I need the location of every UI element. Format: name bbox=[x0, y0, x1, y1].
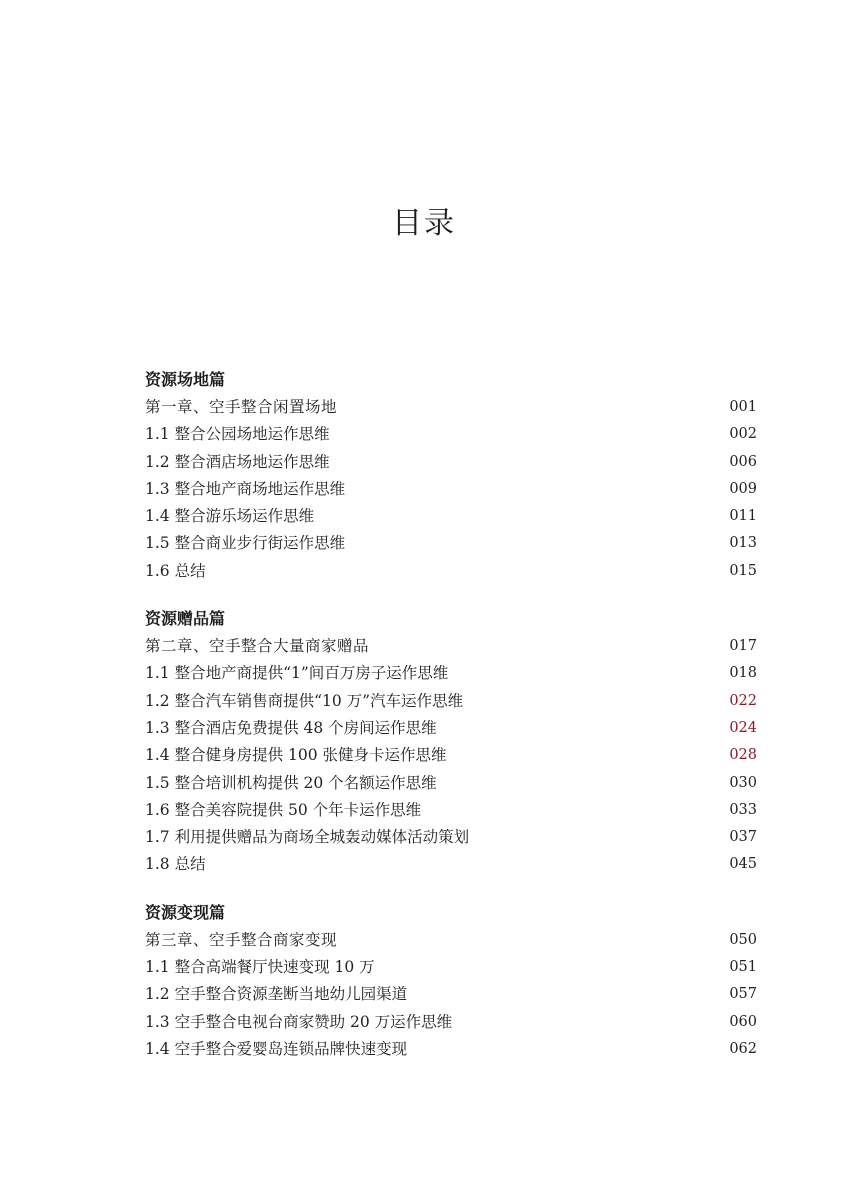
toc-entry-label: 1.3 空手整合电视台商家赞助 20 万运作思维 bbox=[145, 1012, 453, 1031]
toc-entry-page: 013 bbox=[729, 535, 757, 552]
toc-entry-page: 045 bbox=[729, 856, 757, 873]
section-heading: 资源场地篇 bbox=[145, 370, 226, 389]
toc-entry-page: 051 bbox=[729, 959, 757, 976]
toc-entry-page: 002 bbox=[729, 426, 757, 443]
toc-entry[interactable] bbox=[145, 394, 757, 421]
toc-section-gifts bbox=[145, 605, 757, 879]
toc-entry-label: 1.1 整合高端餐厅快速变现 10 万 bbox=[145, 958, 375, 977]
section-heading: 资源变现篇 bbox=[145, 902, 226, 922]
toc-entry-label: 1.5 整合商业步行街运作思维 bbox=[145, 534, 346, 553]
toc-entry-page: 037 bbox=[729, 829, 757, 846]
toc-entry-page: 030 bbox=[729, 774, 757, 791]
toc-entry[interactable] bbox=[145, 633, 757, 660]
toc-entry-label: 1.1 整合地产商提供“1”间百万房子运作思维 bbox=[145, 664, 449, 683]
toc-entry-label: 第一章、空手整合闲置场地 bbox=[145, 398, 338, 416]
toc-entry-label: 1.1 整合公园场地运作思维 bbox=[145, 425, 330, 444]
page-title: 目录 bbox=[392, 206, 456, 241]
toc-entry-label: 1.3 整合地产商场地运作思维 bbox=[145, 479, 346, 498]
toc-entry-page: 060 bbox=[729, 1013, 757, 1030]
toc-entry-page: 017 bbox=[729, 638, 757, 655]
toc-entry-label: 1.4 空手整合爱婴岛连锁品牌快速变现 bbox=[145, 1039, 408, 1058]
toc-entry[interactable] bbox=[145, 421, 757, 448]
toc-section-monetization bbox=[145, 899, 757, 1063]
toc-entry-label: 1.6 整合美容院提供 50 个年卡运作思维 bbox=[145, 800, 422, 819]
toc-entry-page: 024 bbox=[729, 719, 757, 736]
toc-entry[interactable] bbox=[145, 1009, 757, 1036]
toc-entry[interactable] bbox=[145, 476, 757, 503]
toc-entry-page: 011 bbox=[729, 508, 757, 525]
toc-entry-page: 050 bbox=[729, 931, 757, 948]
table-of-contents bbox=[145, 366, 757, 1083]
toc-entry[interactable] bbox=[145, 715, 757, 742]
toc-entry-label: 第三章、空手整合商家变现 bbox=[145, 930, 338, 949]
toc-entry-label: 1.6 总结 bbox=[145, 561, 206, 580]
toc-entry[interactable] bbox=[145, 981, 757, 1008]
toc-entry-page: 057 bbox=[729, 986, 757, 1003]
toc-entry[interactable] bbox=[145, 688, 757, 715]
toc-entry[interactable] bbox=[145, 824, 757, 851]
toc-section-venues bbox=[145, 366, 757, 585]
toc-entry[interactable] bbox=[145, 954, 757, 981]
toc-entry-page: 018 bbox=[729, 665, 757, 682]
toc-entry-page: 028 bbox=[729, 747, 757, 764]
toc-entry[interactable] bbox=[145, 530, 757, 557]
toc-entry-label: 1.4 整合游乐场运作思维 bbox=[145, 507, 315, 526]
toc-entry[interactable] bbox=[145, 851, 757, 878]
toc-entry-label: 1.2 整合汽车销售商提供“10 万”汽车运作思维 bbox=[145, 691, 464, 710]
toc-entry-label: 1.8 总结 bbox=[145, 855, 206, 874]
toc-entry[interactable] bbox=[145, 1036, 757, 1063]
toc-entry-page: 006 bbox=[729, 453, 757, 470]
toc-entry-page: 062 bbox=[729, 1040, 757, 1057]
toc-entry-page: 022 bbox=[729, 692, 757, 709]
toc-entry[interactable] bbox=[145, 449, 757, 476]
toc-entry-page: 009 bbox=[729, 480, 757, 497]
section-heading: 资源赠品篇 bbox=[145, 609, 226, 629]
toc-entry-label: 1.5 整合培训机构提供 20 个名额运作思维 bbox=[145, 773, 437, 792]
toc-entry[interactable] bbox=[145, 770, 757, 797]
toc-entry-page: 015 bbox=[729, 562, 757, 579]
toc-entry[interactable] bbox=[145, 660, 757, 687]
toc-entry-label: 1.2 整合酒店场地运作思维 bbox=[145, 452, 330, 471]
toc-entry[interactable] bbox=[145, 927, 757, 954]
toc-entry[interactable] bbox=[145, 503, 757, 530]
toc-entry[interactable] bbox=[145, 742, 757, 769]
toc-entry-page: 033 bbox=[729, 801, 757, 818]
toc-entry-label: 1.4 整合健身房提供 100 张健身卡运作思维 bbox=[145, 746, 447, 765]
toc-entry-label: 1.3 整合酒店免费提供 48 个房间运作思维 bbox=[145, 718, 437, 737]
toc-entry-label: 1.2 空手整合资源垄断当地幼儿园渠道 bbox=[145, 985, 408, 1004]
toc-entry-label: 第二章、空手整合大量商家赠品 bbox=[145, 637, 370, 656]
toc-entry-label: 1.7 利用提供赠品为商场全城轰动媒体活动策划 bbox=[145, 828, 470, 847]
toc-entry-page: 001 bbox=[729, 399, 757, 415]
toc-entry[interactable] bbox=[145, 558, 757, 585]
toc-entry[interactable] bbox=[145, 797, 757, 824]
